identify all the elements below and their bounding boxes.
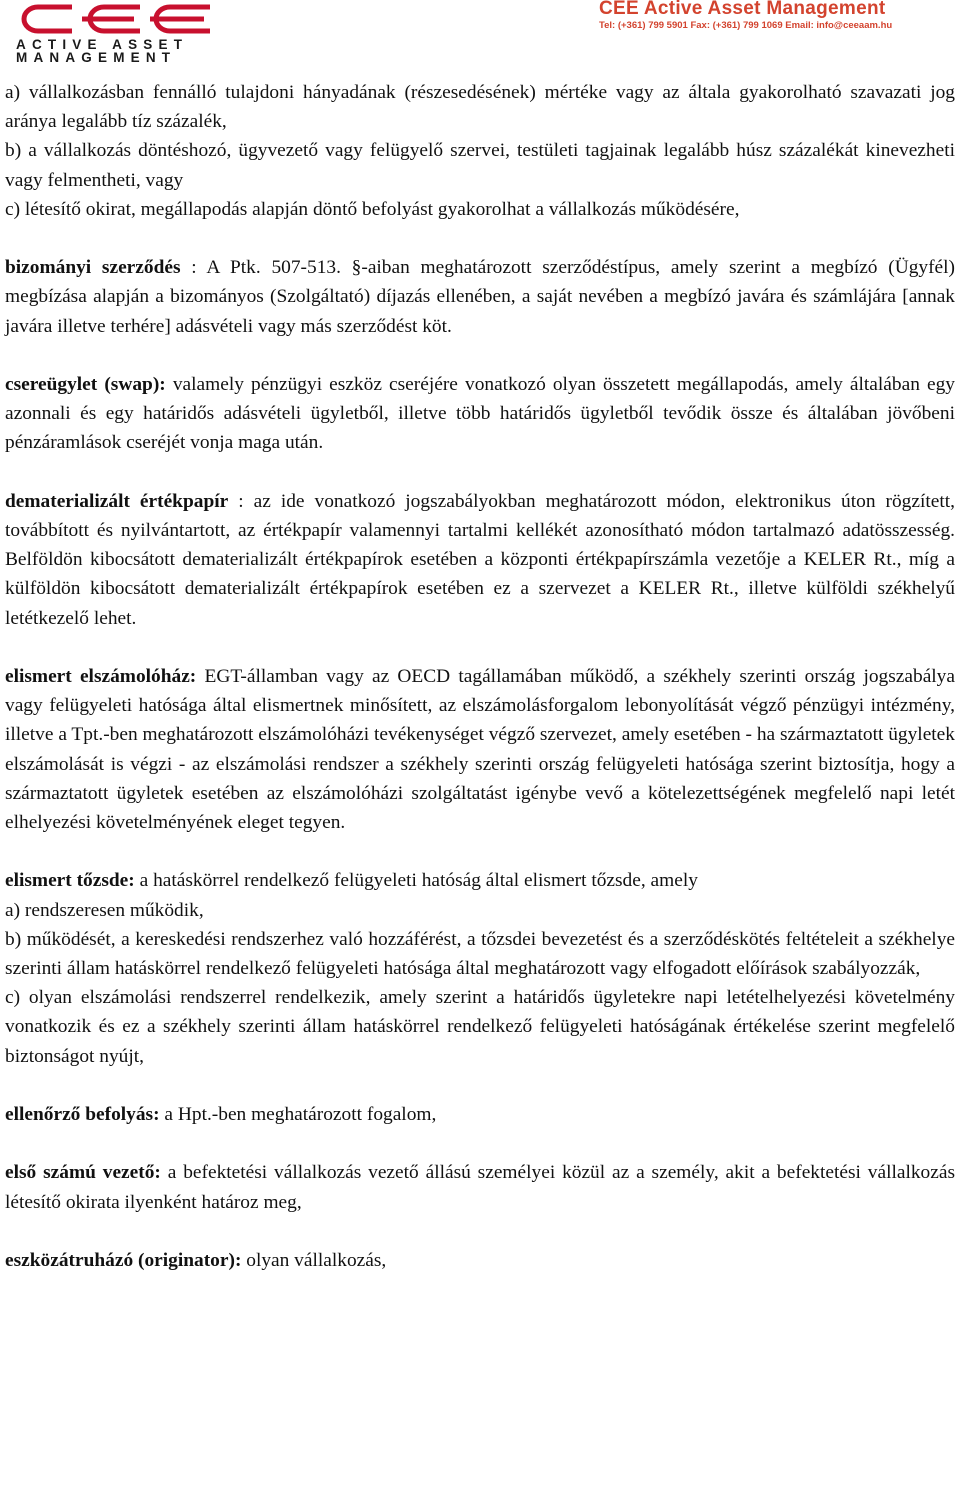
intro-item-c: c) létesítő okirat, megállapodás alapján döntő befolyást gyakorolhat a vállalkozás működésére, [5,198,740,220]
definition-text: EGT-államban vagy az OECD tagállamában működő, a székhely szerinti ország jogszabálya vagy felügyeleti hatósága által elismertnek minősített, az elszámolásforgalom lebonyolítását végző pénzügyi intézmény, illetve a Tpt.-ben meghatározott elszámolóházi tevékenységet végző szervezet, amely esetében - ha származtatott ügyletek elszámolását is végzi - az elszámolási rendszer a székhely szerinti ország felügyeleti hatósága szerint biztosítja, hogy a származtatott ügyletek esetében az elszámolóházi szolgáltatást igénybe vevő a kötelezettségének megfelelő napi letét elhelyezési követelményének eleget tegyen. [5,666,955,834]
definition-tozsde [5,866,955,1070]
definition-elszamolohaz [5,662,955,837]
definition-term: eszközátruházó (originator): [5,1250,242,1271]
definition-text: olyan vállalkozás, [241,1250,387,1271]
definition-term: ellenőrző befolyás: [5,1104,160,1126]
intro-item-a: a) vállalkozásban fennálló tulajdoni hányadának (részesedésének) mértéke vagy az általa gyakorolható szavazati jog aránya legalább tíz százalék, [5,82,955,133]
company-info [599,0,934,31]
definition-dematerializalt [5,487,955,633]
definition-text: valamely pénzügyi eszköz cseréjére vonatkozó olyan összetett megállapodás, amely általában egy azonnali és egy határidős adásvételi ügyletből, illetve több határidős ügyletből tevődik össze és általában jövőbeni pénzáramlások cseréjét vonja maga után. [5,374,955,454]
definition-separator: : [180,257,207,279]
tozsde-item-b: b) működését, a kereskedési rendszerhez való hozzáférést, a tőzsdei bevezetést és a szerződéskötés feltételeit a székhelye szerinti állam hatáskörrel rendelkező felügyeleti hatósága által meghatározott vagy elfogadott előírások szabályozzák, [5,928,955,980]
definition-text: a hatáskörrel rendelkező felügyeleti hatóság által elismert tőzsde, amely [134,870,698,892]
definition-text: a befektetési vállalkozás vezető állású személyei közül az a személy, akit a befektetési vállalkozás létesítő okirata ilyenként határoz meg, [5,1162,955,1213]
definition-bizomanyi [5,253,955,341]
definition-term: elismert elszámolóház: [5,666,197,687]
definition-separator [166,374,173,395]
definition-eszkozatruhazo [5,1246,955,1275]
intro-list [5,78,955,224]
definition-separator: : [228,490,254,512]
definition-elso-szamu-vezeto [5,1158,955,1216]
definition-text: a Hpt.-ben meghatározott fogalom, [159,1104,437,1126]
page-header [0,0,960,66]
definition-csereugylet [5,370,955,458]
cee-logo [16,2,216,64]
logo-text-line1: ACTIVE ASSET [16,37,189,52]
tozsde-item-a: a) rendszeresen működik, [5,899,204,921]
definition-term: bizományi szerződés [5,257,181,279]
definition-term: dematerializált értékpapír [5,490,229,512]
definition-ellenorzo-befolyas [5,1100,955,1129]
cee-logo-graphic [16,2,216,36]
intro-item-b: b) a vállalkozás döntéshozó, ügyvezető vagy felügyelő szervei, testületi tagjainak legalább húsz százalékát kinevezheti vagy felmentheti, vagy [5,140,955,191]
definition-text: A Ptk. 507-513. §-aiban meghatározott szerződéstípus, amely szerint a megbízó (Ügyfél) megbízása alapján a bizományos (Szolgáltató) díjazás ellenében, a saját nevében a megbízó javára és számlájára [annak javára illetve terhére] adásvételi vagy más szerződést köt. [5,257,956,337]
definition-term: első számú vezető: [5,1162,161,1184]
definition-term: elismert tőzsde: [5,870,135,892]
tozsde-heading-line [5,866,955,895]
tozsde-item-c: c) olyan elszámolási rendszerrel rendelkezik, amely szerint a határidős ügyletekre napi letételhelyezési követelmény vonatkozik és ez a székhely szerinti állam hatáskörrel rendelkező felügyeleti hatóságának értékelése szerint megfelelő biztonságot nyújt, [5,987,955,1067]
document-body [5,78,955,1275]
definition-text: az ide vonatkozó jogszabályokban meghatározott módon, elektronikus úton rögzített, továbbított és nyilvántartott, az értékpapír valamennyi tartalmi kellékét azonosítható módon tartalmazó adatösszesség. Belföldön kibocsátott dematerializált értékpapírok esetében a központi értékpapírszámla vezetője a KELER Rt., míg a külföldön kibocsátott dematerializált értékpapírok esetében ez a szervezet a KELER Rt., illetve külföldi székhelyű letétkezelő lehet. [5,490,955,629]
company-contact: Tel: (+361) 799 5901 Fax: (+361) 799 1069 Email: info@ceeaam.hu [599,20,893,31]
definition-term: csereügylet (swap): [5,374,166,395]
company-name: CEE Active Asset Management [599,0,886,19]
logo-text-line2: MANAGEMENT [16,50,177,65]
